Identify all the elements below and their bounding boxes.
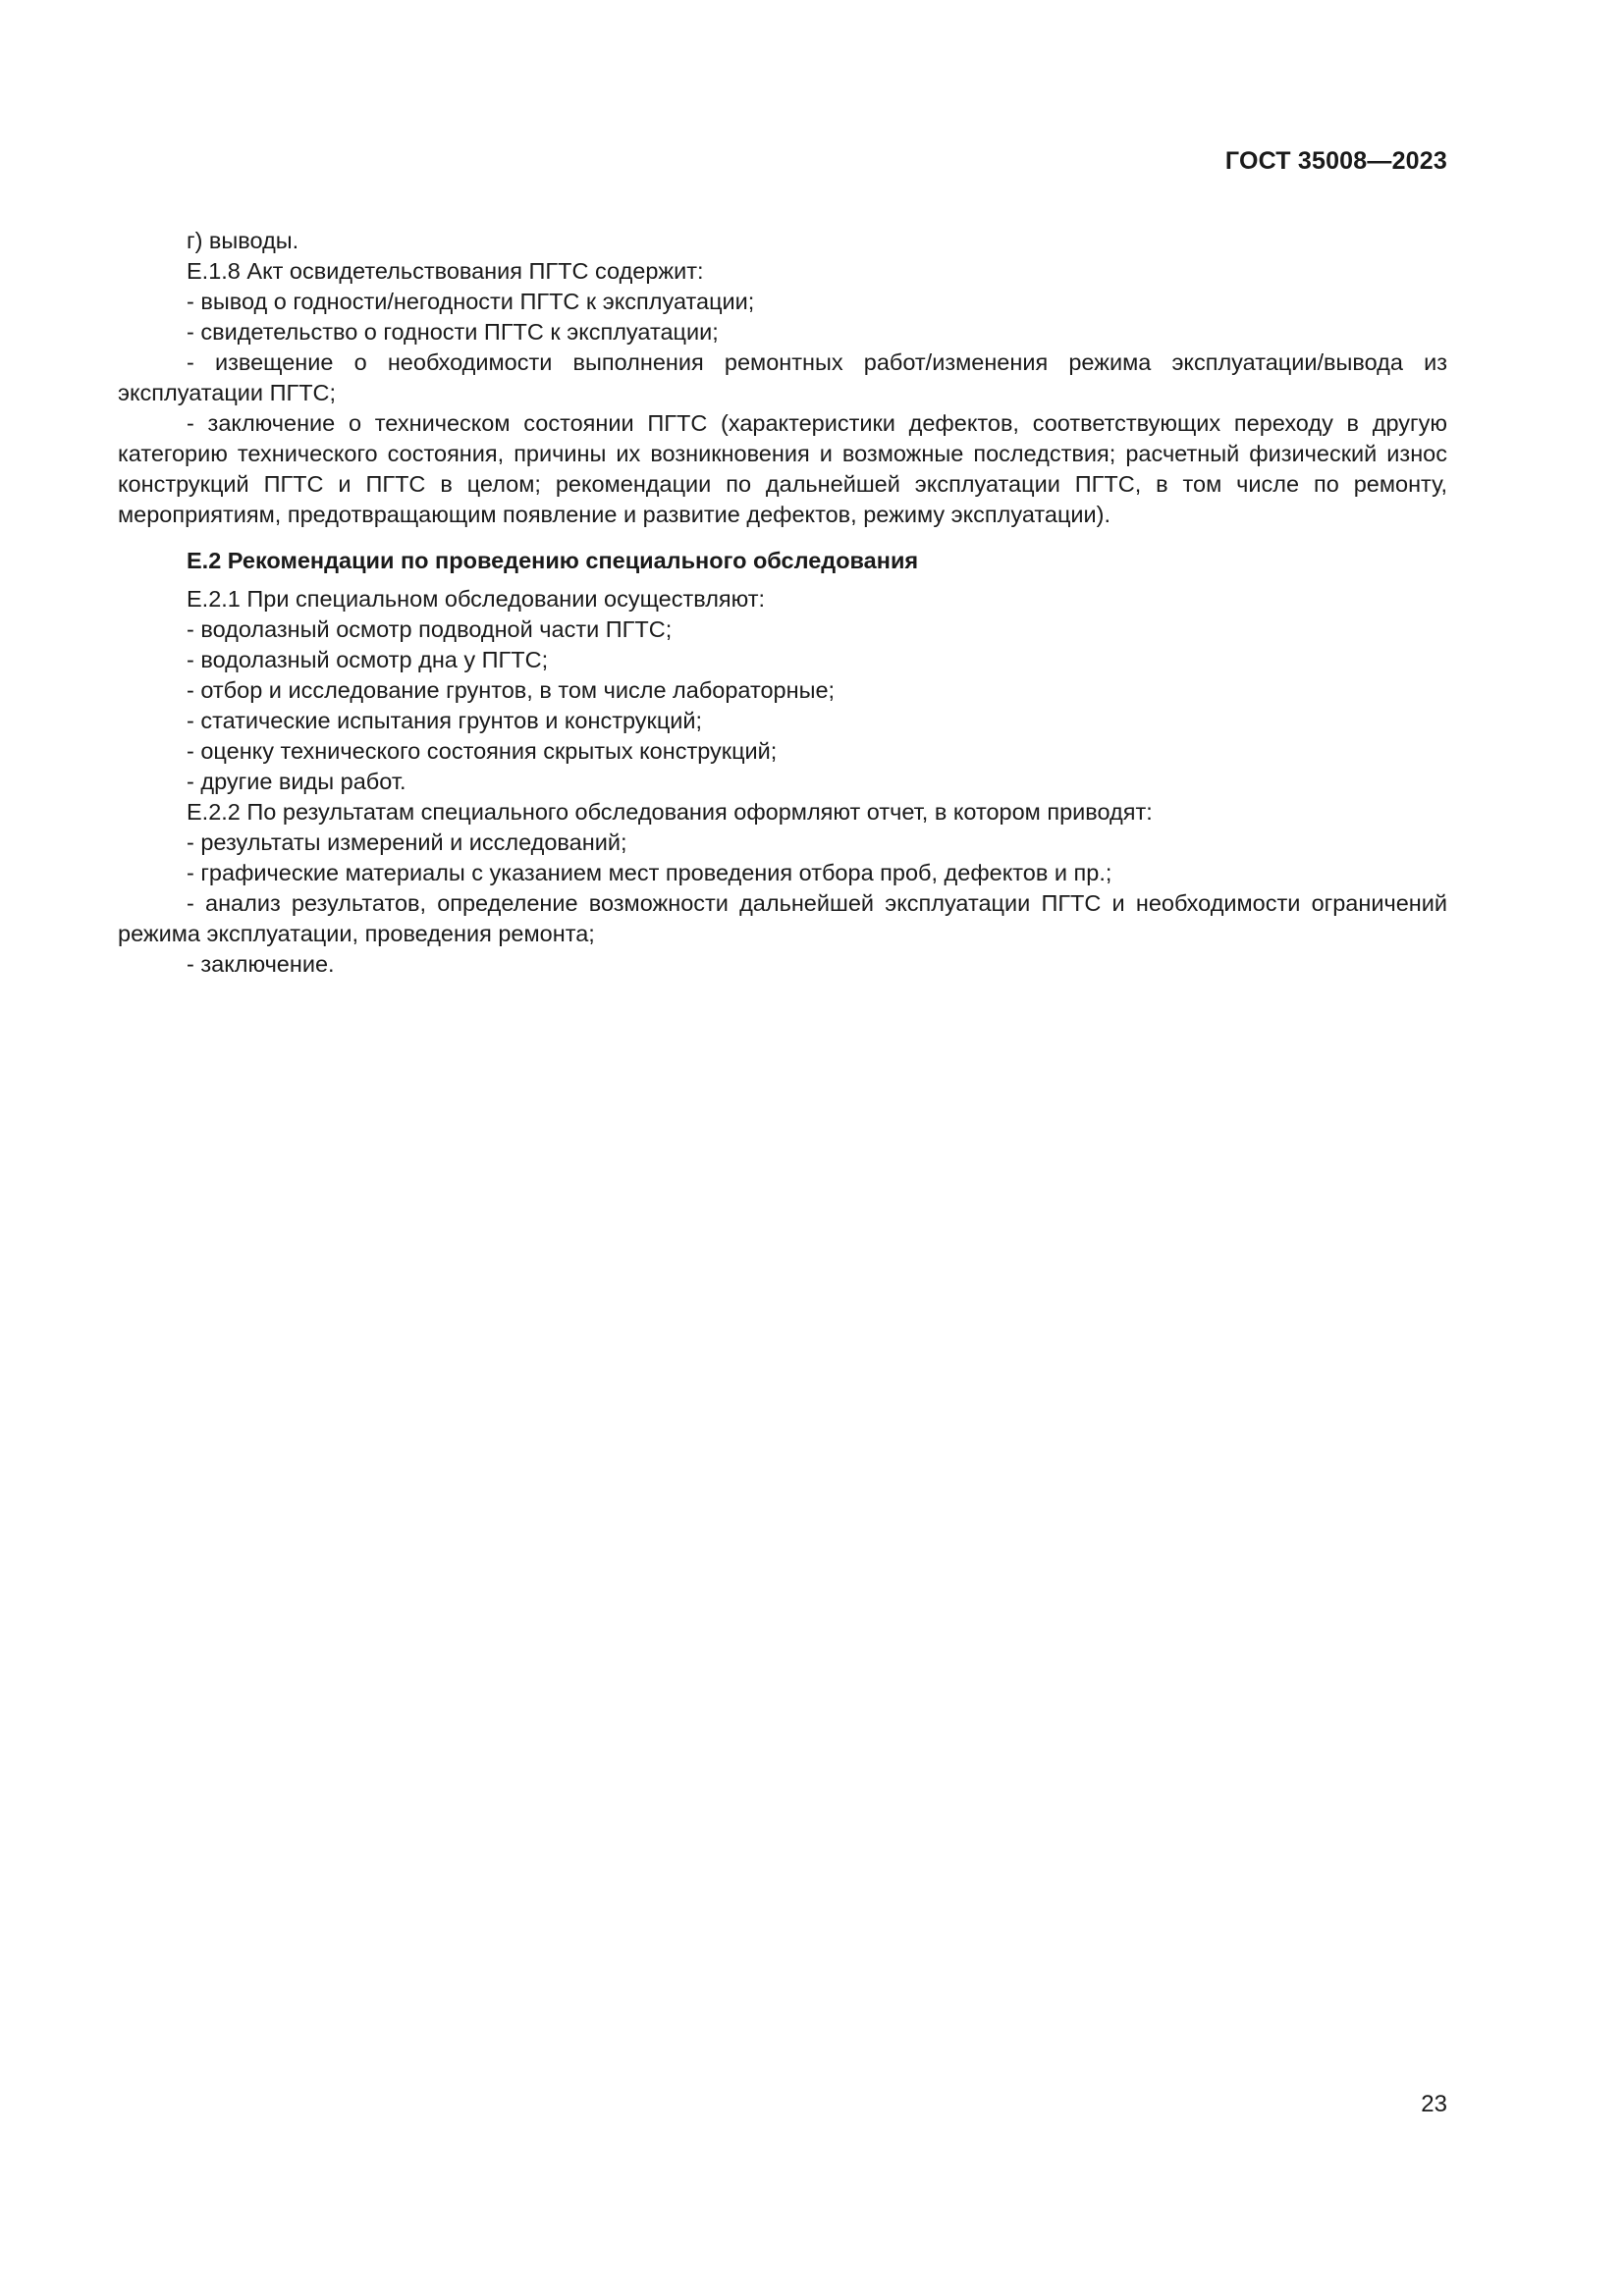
list-item: - свидетельство о годности ПГТС к эксплуатации; — [187, 319, 719, 345]
list-item: - водолазный осмотр дна у ПГТС; — [187, 647, 549, 672]
list-item: - заключение о техническом состоянии ПГТС (характеристики дефектов, соответствующих переходу в другую категорию технического состояния, причины их возникновения и возможные последствия; расчетный физический износ конструкций ПГТС и ПГТС в целом; рекомендации по дальнейшей эксплуатации ПГТС, в том числе по ремонту, мероприятиям, предотвращающим появление и развитие дефектов, режиму эксплуатации). — [118, 410, 1447, 527]
section-heading-e2: Е.2 Рекомендации по проведению специального обследования — [187, 548, 919, 573]
list-item: - извещение о необходимости выполнения ремонтных работ/изменения режима эксплуатации/вывода из эксплуатации ПГТС; — [118, 349, 1447, 405]
document-code-header: ГОСТ 35008—2023 — [1224, 147, 1447, 175]
list-item: - графические материалы с указанием мест проведения отбора проб, дефектов и пр.; — [187, 860, 1112, 885]
document-body — [118, 226, 1447, 980]
list-item: - вывод о годности/негодности ПГТС к эксплуатации; — [187, 289, 755, 314]
clause-e22-intro: Е.2.2 По результатам специального обследования оформляют отчет, в котором приводят: — [187, 799, 1153, 825]
list-item: - заключение. — [187, 951, 335, 977]
list-item-g: г) выводы. — [187, 228, 299, 253]
list-item: - оценку технического состояния скрытых конструкций; — [187, 738, 778, 764]
list-item: - статические испытания грунтов и конструкций; — [187, 708, 703, 733]
clause-e21-intro: Е.2.1 При специальном обследовании осуществляют: — [187, 586, 766, 612]
list-item: - водолазный осмотр подводной части ПГТС; — [187, 616, 673, 642]
list-item: - анализ результатов, определение возможности дальнейшей эксплуатации ПГТС и необходимости ограничений режима эксплуатации, проведения ремонта; — [118, 890, 1447, 946]
clause-e18-intro: Е.1.8 Акт освидетельствования ПГТС содержит: — [187, 258, 704, 284]
list-item: - другие виды работ. — [187, 769, 406, 794]
page-number: 23 — [1421, 2091, 1447, 2117]
list-item: - отбор и исследование грунтов, в том числе лабораторные; — [187, 677, 836, 703]
list-item: - результаты измерений и исследований; — [187, 829, 627, 855]
